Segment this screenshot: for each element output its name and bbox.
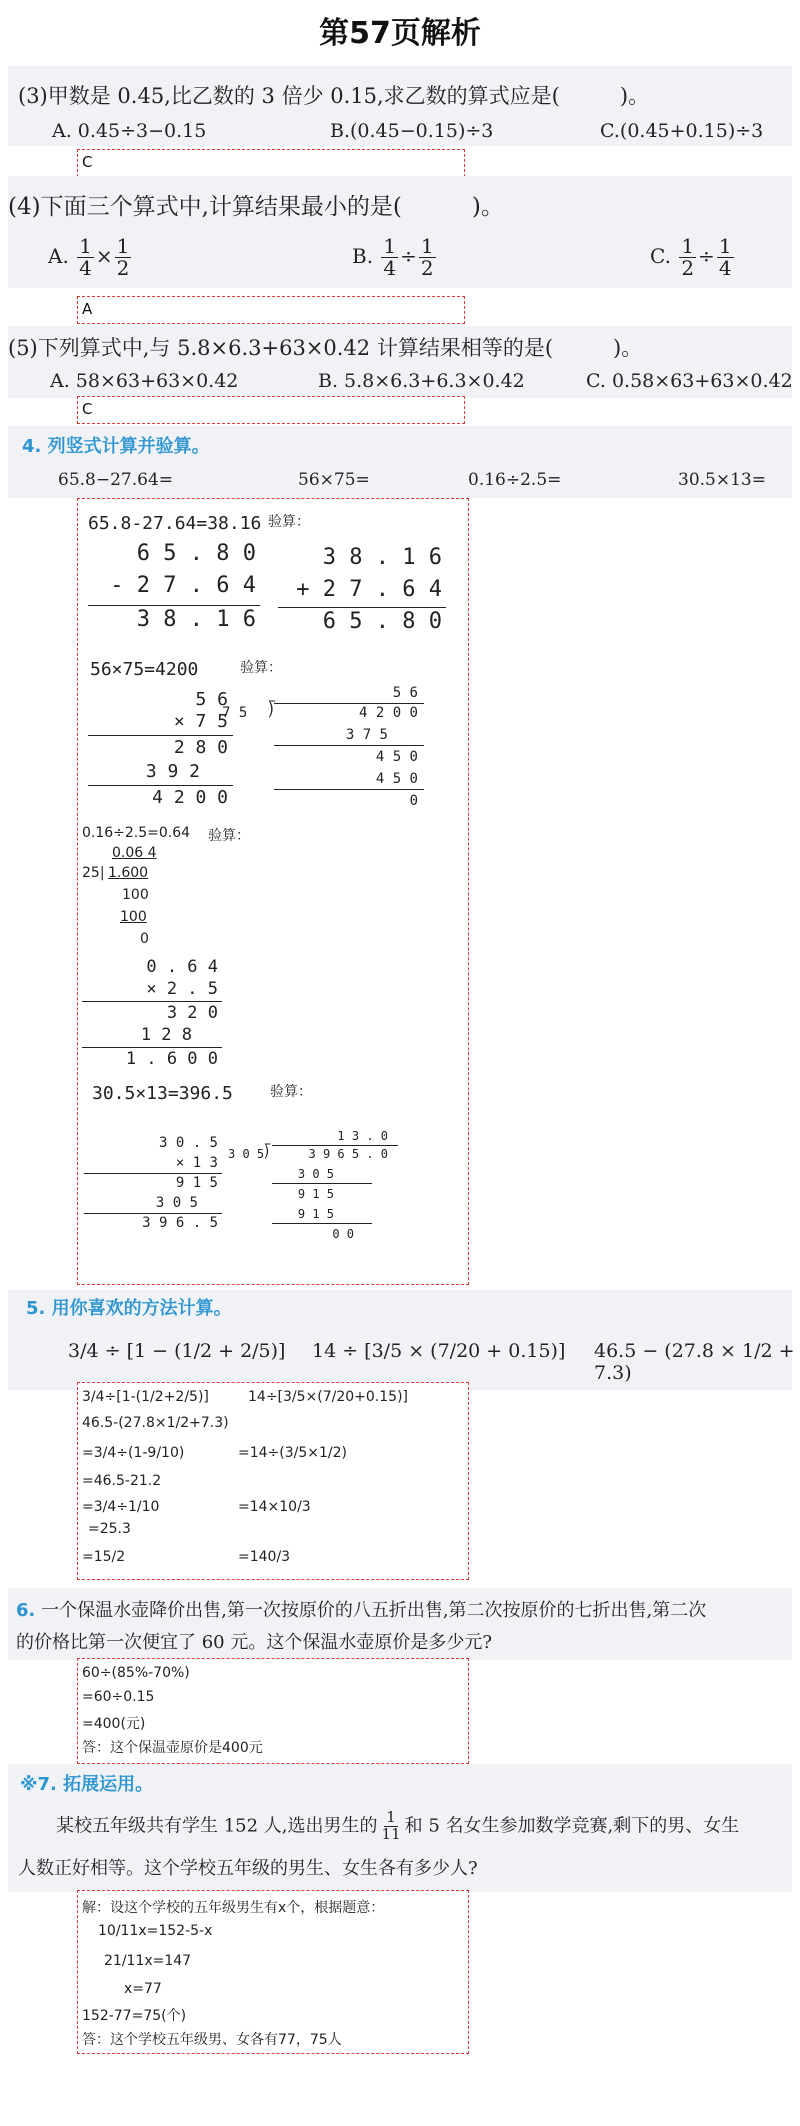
w2-row-4: 3 9 2 — [145, 761, 200, 782]
w2-step-3: 4 5 0 — [375, 771, 418, 787]
w4-divisor: 3 0 5 — [228, 1147, 265, 1161]
w4-row-3: 9 1 5 — [175, 1175, 218, 1191]
w2-quotient: 5 6 — [392, 685, 418, 701]
section-4-heading: 4. 列竖式计算并验算。 — [22, 436, 210, 457]
section-6-text-1: 6. 一个保温水壶降价出售,第一次按原价的八五折出售,第二次按原价的七折出售,第二次 — [16, 1600, 707, 1621]
s5-line-4: =46.5-21.2 — [82, 1473, 162, 1489]
w4-dividend: 3 9 6 5 . 0 — [308, 1147, 388, 1161]
s7-line-6: 答：这个学校五年级男、女各有77，75人 — [82, 2032, 342, 2048]
answer-box-q4 — [77, 296, 465, 324]
w4-row-4: 3 0 5 — [155, 1195, 198, 1211]
w2-rule-1 — [88, 735, 233, 736]
w1-check-label: 验算： — [268, 514, 310, 530]
w2-step-rule-2 — [274, 789, 424, 790]
section-5-heading: 5. 用你喜欢的方法计算。 — [26, 1298, 232, 1319]
s4-problem-2: 56×75= — [298, 470, 370, 490]
w2-dividend: 4 2 0 0 — [358, 705, 418, 721]
w4-rule-1 — [84, 1173, 222, 1174]
w3-check-row-3: 3 2 0 — [166, 1003, 218, 1023]
s7-line-1: 解：设这个学校的五年级男生有x个，根据题意： — [82, 1900, 385, 1916]
w3-check-product: 1 . 6 0 0 — [125, 1049, 218, 1069]
w2-equation: 56×75=4200 — [90, 659, 199, 680]
s6-line-2: =60÷0.15 — [82, 1689, 155, 1705]
w3-check-rule-2 — [82, 1047, 222, 1048]
w1-result: 3 8 . 1 6 — [136, 607, 256, 632]
s5-expression-2: 14 ÷ [3/5 × (7/20 + 0.15)] — [312, 1340, 566, 1362]
w4-equation: 30.5×13=396.5 — [92, 1083, 233, 1104]
s4-problem-4: 30.5×13= — [678, 470, 766, 490]
w4-rule-2 — [84, 1213, 222, 1214]
s5-line-6: =25.3 — [88, 1521, 131, 1537]
s4-problem-1: 65.8−27.64= — [58, 470, 174, 490]
w4-product: 3 9 6 . 5 — [142, 1215, 218, 1231]
s5-line-1b: 14÷[3/5×(7/20+0.15)] — [248, 1389, 408, 1405]
s6-line-1: 60÷(85%-70%) — [82, 1665, 190, 1681]
w2-product: 4 2 0 0 — [152, 787, 228, 808]
answer-q5: C — [82, 400, 93, 418]
w4-row-1: 3 0 . 5 — [158, 1135, 218, 1151]
s5-line-2: 46.5-(27.8×1/2+7.3) — [82, 1415, 229, 1431]
s7-line-2: 10/11x=152-5-x — [98, 1923, 213, 1939]
s6-line-4: 答：这个保温壶原价是400元 — [82, 1740, 263, 1756]
w2-division-bracket: ⟌ — [268, 701, 276, 722]
w2-row-2: × 7 5 — [173, 711, 228, 732]
w2-divisor: 7 5 — [222, 705, 248, 721]
w3-divisor: 25| — [82, 865, 105, 881]
s6-line-3: =400(元) — [82, 1716, 146, 1732]
w2-check-label: 验算： — [240, 660, 282, 676]
s7-line-4: x=77 — [124, 1981, 162, 1997]
q5-option-c: C. 0.58×63+63×0.42 — [586, 370, 793, 392]
w4-check-label: 验算： — [270, 1084, 312, 1100]
w1-rule — [88, 605, 260, 606]
s5-line-5a: =3/4÷1/10 — [82, 1499, 160, 1515]
s5-expression-1: 3/4 ÷ [1 − (1/2 + 2/5)] — [68, 1340, 286, 1362]
answer-box-section-7 — [77, 1890, 469, 2054]
w3-dividend: 1.600 — [108, 865, 149, 881]
q5-option-b: B. 5.8×6.3+6.3×0.42 — [318, 370, 525, 392]
s7-line-3: 21/11x=147 — [104, 1953, 192, 1969]
w3-step-2: 100 — [120, 909, 147, 925]
answer-box-q3 — [77, 149, 465, 177]
s7-line-5: 152-77=75(个) — [82, 2008, 187, 2024]
w3-check-row-1: 0 . 6 4 — [146, 957, 218, 977]
s5-line-5b: =14×10/3 — [238, 1499, 311, 1515]
q4-option-c: C. $\frac{1}{2}$ ÷ $\frac{1}{4}$ — [650, 234, 732, 280]
w4-step-3: 9 1 5 — [297, 1207, 334, 1221]
w3-check-rule-1 — [82, 1001, 222, 1002]
s5-line-7a: =15/2 — [82, 1549, 126, 1565]
w2-step-2: 4 5 0 — [375, 749, 418, 765]
w2-row-1: 5 6 — [195, 689, 228, 710]
w1-row-2: - 2 7 . 6 4 — [110, 573, 256, 598]
answer-q4: A — [82, 300, 93, 318]
s4-problem-3: 0.16÷2.5= — [468, 470, 562, 490]
answer-box-section-6 — [77, 1658, 469, 1764]
w4-step-rule-2 — [272, 1223, 372, 1224]
section-7-heading: ※7. 拓展运用。 — [20, 1774, 154, 1795]
q5-option-a: A. 58×63+63×0.42 — [50, 370, 239, 392]
q4-option-b: B. $\frac{1}{4}$ ÷ $\frac{1}{2}$ — [352, 234, 434, 280]
question-5-text: (5)下列算式中,与 5.8×6.3+63×0.42 计算结果相等的是( )。 — [8, 336, 643, 360]
q3-option-c: C.(0.45+0.15)÷3 — [600, 120, 764, 142]
w1-check-row-1: 3 8 . 1 6 — [322, 545, 442, 570]
w4-quotient: 1 3 . 0 — [337, 1129, 388, 1143]
w3-check-row-4: 1 2 8 — [140, 1025, 192, 1045]
q3-option-a: A. 0.45÷3−0.15 — [52, 120, 207, 142]
w4-step-rule-1 — [272, 1183, 372, 1184]
w4-step-2: 9 1 5 — [297, 1187, 334, 1201]
w4-step-1: 3 0 5 — [297, 1167, 334, 1181]
w4-row-2: × 1 3 — [175, 1155, 218, 1171]
w1-check-rule — [278, 607, 446, 608]
w3-remainder: 0 — [140, 931, 149, 947]
w2-division-bar — [274, 703, 424, 704]
w3-check-label: 验算： — [208, 828, 250, 844]
s5-line-3a: =3/4÷(1-9/10) — [82, 1445, 185, 1461]
w2-step-1: 3 7 5 — [345, 727, 388, 743]
section-7-text-2: 人数正好相等。这个学校五年级的男生、女生各有多少人? — [18, 1858, 478, 1879]
w1-row-1: 6 5 . 8 0 — [136, 541, 256, 566]
s5-line-3b: =14÷(3/5×1/2) — [238, 1445, 347, 1461]
w3-quotient: 0.06 4 — [112, 845, 157, 861]
answer-box-section-4 — [77, 498, 469, 1285]
answer-box-section-5 — [77, 1382, 469, 1580]
section-6-text-2: 的价格比第一次便宜了 60 元。这个保温水壶原价是多少元? — [16, 1632, 492, 1653]
w1-equation: 65.8-27.64=38.16 — [88, 513, 262, 534]
section-7-text-1: 某校五年级共有学生 152 人,选出男生的 $\frac{1}{11}$ 和 5 名女生参加数学竞赛,剩下的男、女生 — [56, 1808, 740, 1843]
q4-option-a: A. $\frac{1}{4}$ × $\frac{1}{2}$ — [48, 234, 130, 280]
s5-line-1a: 3/4÷[1-(1/2+2/5)] — [82, 1389, 209, 1405]
w3-check-row-2: × 2 . 5 — [146, 979, 218, 999]
answer-q3: C — [82, 153, 93, 171]
w1-check-result: 6 5 . 8 0 — [322, 609, 442, 634]
question-4-text: (4)下面三个算式中,计算结果最小的是( )。 — [8, 194, 504, 220]
w2-remainder: 0 — [409, 793, 418, 809]
page-title: 第57页解析 — [319, 16, 481, 51]
w4-remainder: 0 0 — [332, 1227, 354, 1241]
w3-step-1: 100 — [122, 887, 149, 903]
w3-equation: 0.16÷2.5=0.64 — [82, 825, 191, 841]
s5-line-7b: =140/3 — [238, 1549, 291, 1565]
q3-option-b: B.(0.45−0.15)÷3 — [330, 120, 494, 142]
w1-check-row-2: + 2 7 . 6 4 — [296, 577, 442, 602]
w4-division-bracket: ⟌ — [264, 1143, 271, 1162]
w4-division-bar — [272, 1145, 398, 1146]
w2-step-rule-1 — [274, 745, 424, 746]
w2-rule-2 — [88, 785, 233, 786]
answer-box-q5 — [77, 396, 465, 424]
question-3-text: (3)甲数是 0.45,比乙数的 3 倍少 0.15,求乙数的算式应是( )。 — [18, 84, 650, 108]
s5-expression-3: 46.5 − (27.8 × 1/2 + 7.3) — [594, 1340, 795, 1384]
w2-row-3: 2 8 0 — [173, 737, 228, 758]
